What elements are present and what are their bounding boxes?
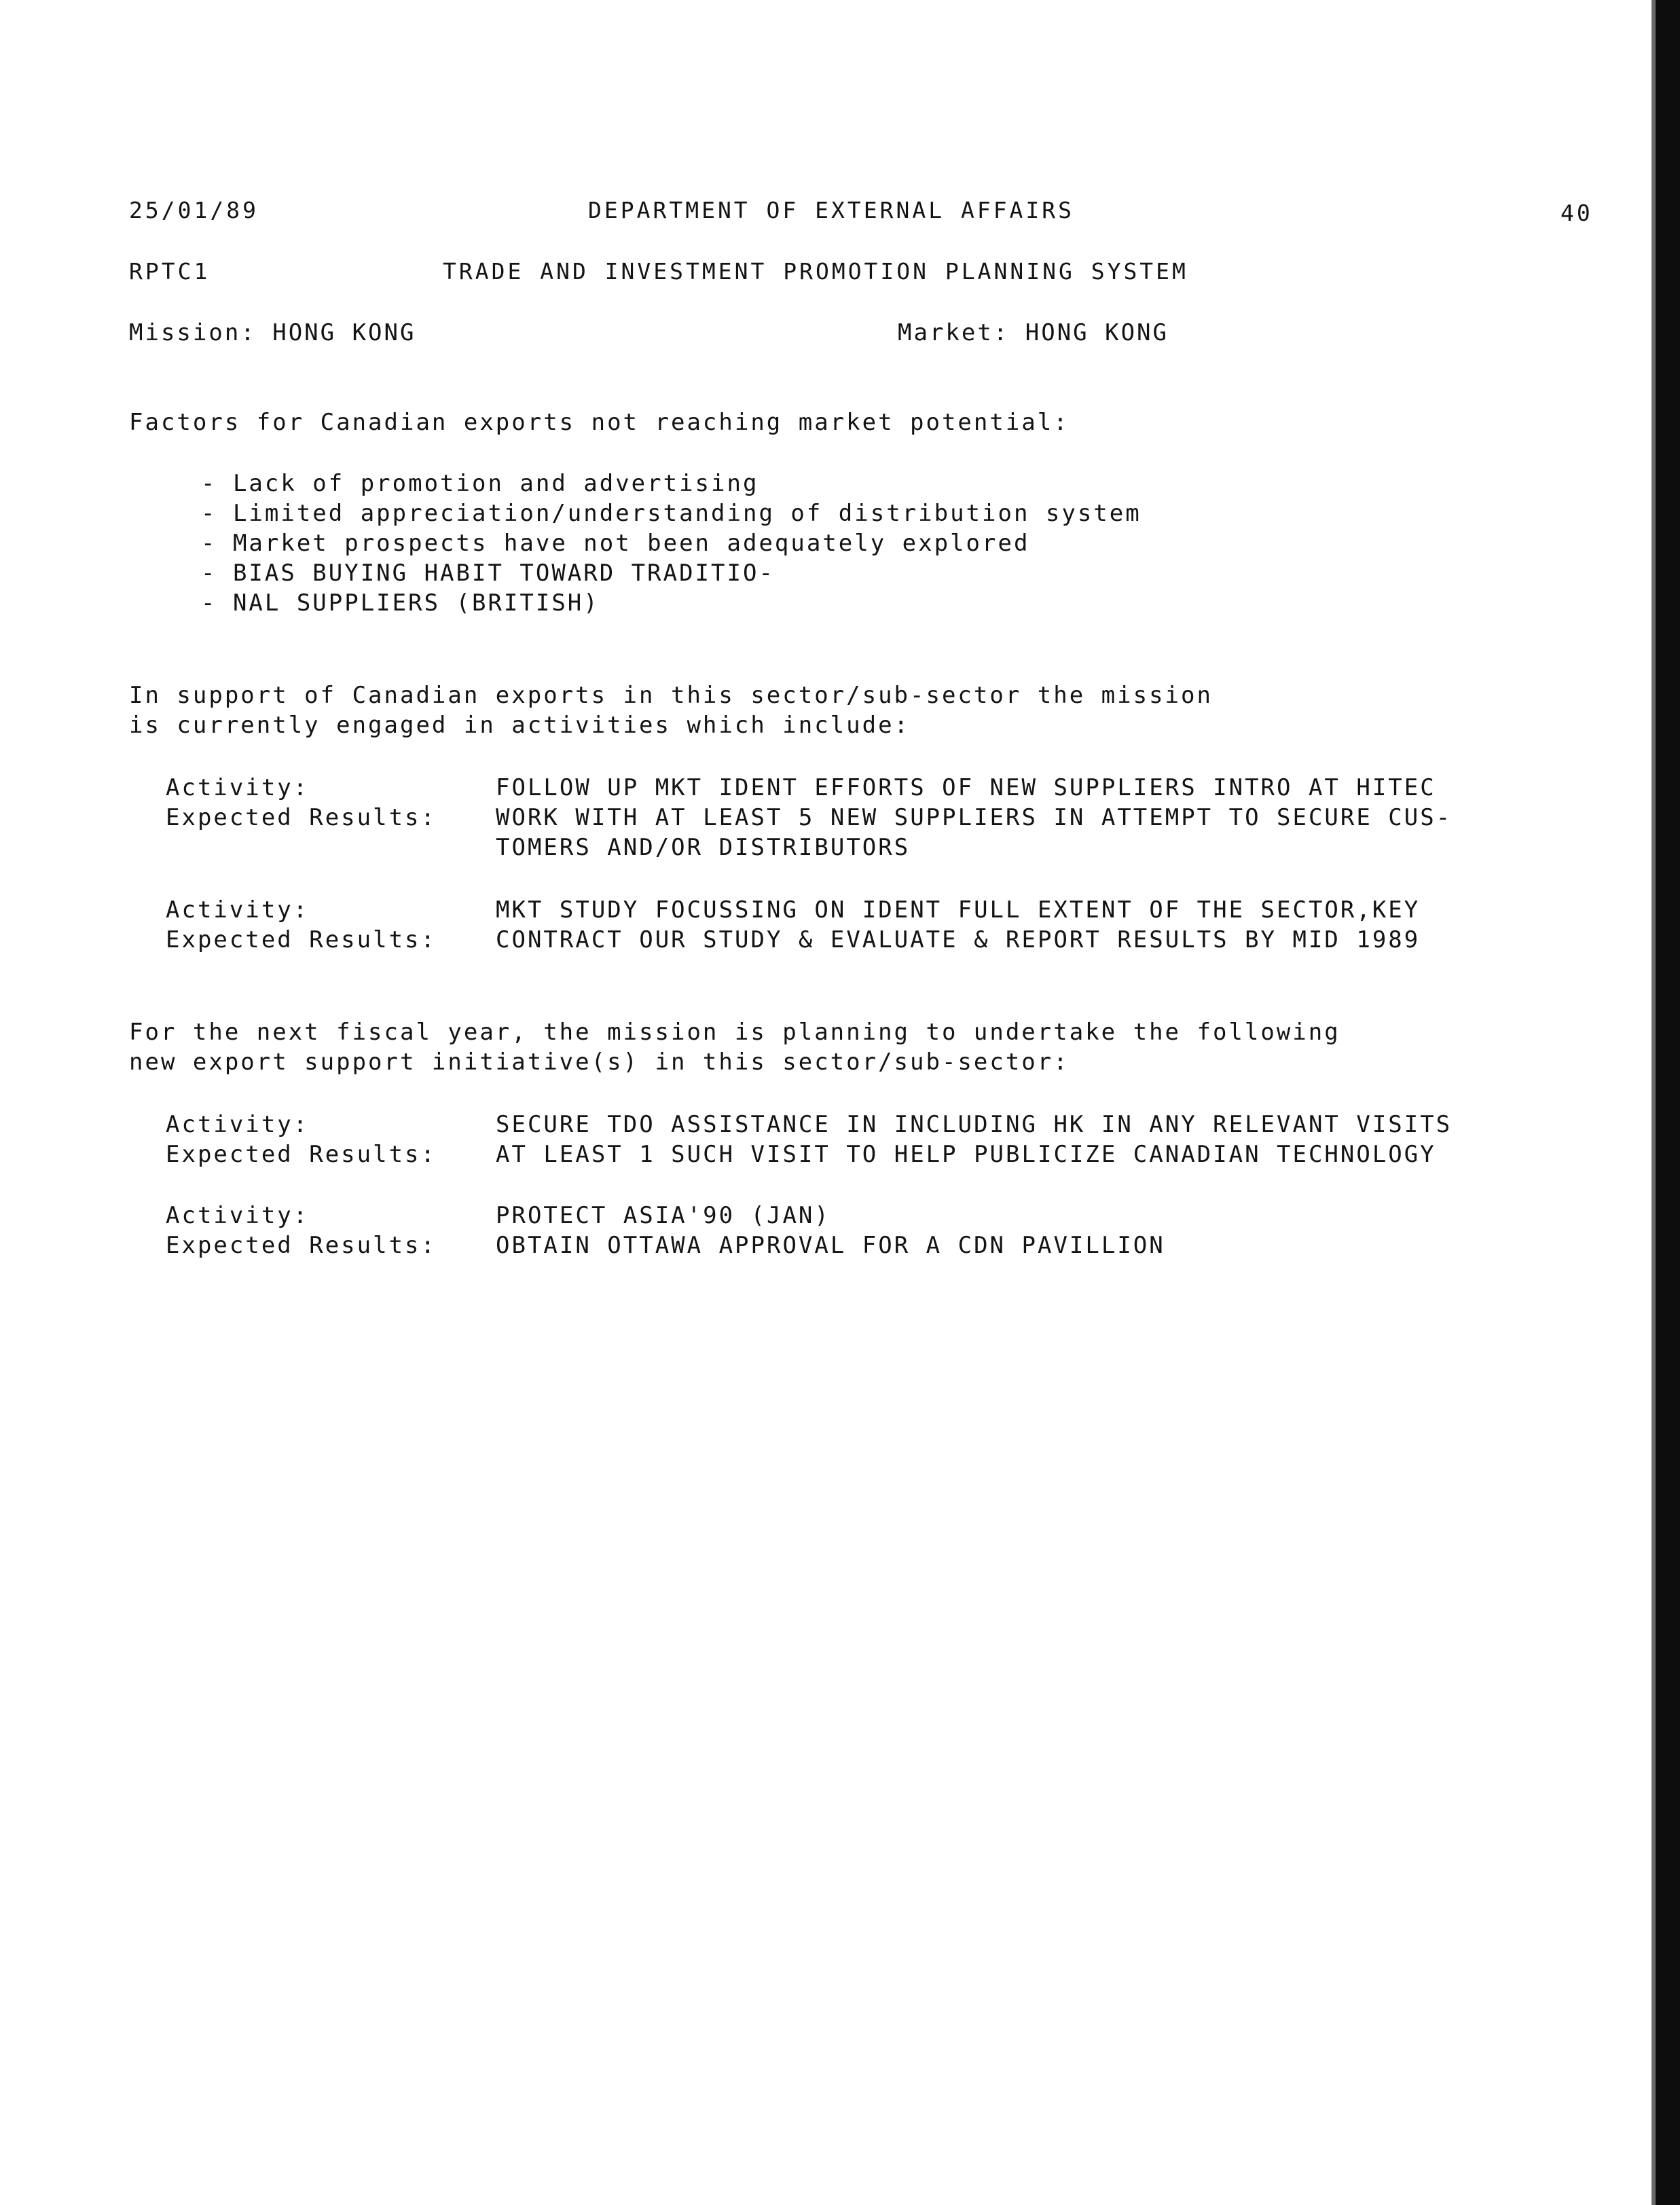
factors-heading: Factors for Canadian exports not reaching market potential: (129, 409, 1070, 436)
activity-label: Activity: (166, 1111, 310, 1138)
expected-results-text: WORK WITH AT LEAST 5 NEW SUPPLIERS IN ATTEMPT TO SECURE CUS- (496, 804, 1453, 831)
mission-label: Mission: HONG KONG (129, 319, 416, 346)
factor-item: - NAL SUPPLIERS (BRITISH) (201, 589, 600, 617)
expected-results-label: Expected Results: (166, 804, 437, 831)
activity-label: Activity: (166, 896, 310, 924)
expected-results-label: Expected Results: (166, 1232, 437, 1259)
report-date: 25/01/89 (129, 197, 259, 223)
activity-label: Activity: (166, 1202, 310, 1229)
expected-results-label: Expected Results: (166, 1141, 437, 1168)
factor-item: - Lack of promotion and advertising (201, 470, 759, 497)
next-heading-line1: For the next fiscal year, the mission is planning to undertake the following (129, 1019, 1340, 1046)
activity-label: Activity: (166, 774, 310, 801)
department-title: DEPARTMENT OF EXTERNAL AFFAIRS (588, 197, 1075, 223)
expected-results-text: TOMERS AND/OR DISTRIBUTORS (496, 834, 911, 861)
activity-text: FOLLOW UP MKT IDENT EFFORTS OF NEW SUPPLIERS INTRO AT HITEC (496, 774, 1436, 801)
expected-results-text: CONTRACT OUR STUDY & EVALUATE & REPORT RESULTS BY MID 1989 (496, 926, 1421, 953)
report-code: RPTC1 (129, 258, 211, 285)
binding-edge (1656, 0, 1680, 2205)
expected-results-text: OBTAIN OTTAWA APPROVAL FOR A CDN PAVILLION (496, 1232, 1165, 1259)
expected-results-label: Expected Results: (166, 926, 437, 953)
system-title: TRADE AND INVESTMENT PROMOTION PLANNING SYSTEM (443, 258, 1188, 285)
next-heading-line2: new export support initiative(s) in this sector/sub-sector: (129, 1049, 1070, 1076)
activity-text: PROTECT ASIA'90 (JAN) (496, 1202, 830, 1229)
factor-item: - Limited appreciation/understanding of distribution system (201, 500, 1142, 527)
current-heading-line1: In support of Canadian exports in this sector/sub-sector the mission (129, 682, 1213, 709)
factor-item: - BIAS BUYING HABIT TOWARD TRADITIO- (201, 560, 775, 587)
activity-text: MKT STUDY FOCUSSING ON IDENT FULL EXTENT OF THE SECTOR,KEY (496, 896, 1421, 924)
current-heading-line2: is currently engaged in activities which include: (129, 712, 911, 739)
expected-results-text: AT LEAST 1 SUCH VISIT TO HELP PUBLICIZE CANADIAN TECHNOLOGY (496, 1141, 1436, 1168)
activity-text: SECURE TDO ASSISTANCE IN INCLUDING HK IN ANY RELEVANT VISITS (496, 1111, 1453, 1138)
page-number: 40 (1560, 200, 1593, 226)
market-label: Market: HONG KONG (898, 319, 1169, 346)
factor-item: - Market prospects have not been adequately explored (201, 530, 1030, 557)
